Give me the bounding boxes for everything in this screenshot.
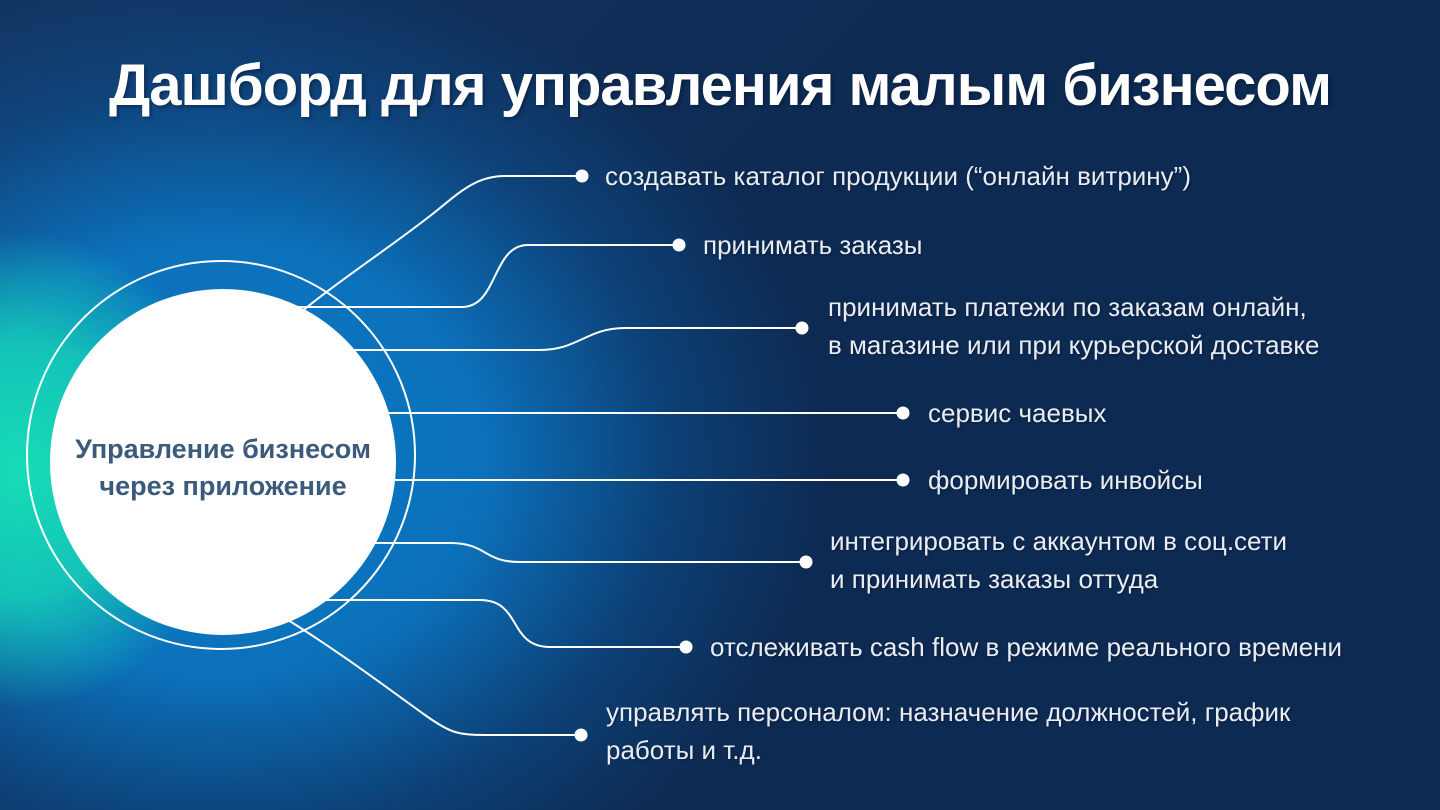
center-label-line1: Управление бизнесом	[75, 434, 371, 464]
page-title: Дашборд для управления малым бизнесом	[108, 53, 1331, 118]
item-create-catalog	[605, 157, 1191, 195]
item-text: формировать инвойсы	[928, 465, 1203, 495]
connector-dot-8	[575, 729, 588, 742]
connector-dot-5	[897, 474, 910, 487]
connector-dot-6	[800, 556, 813, 569]
item-cash-flow	[710, 628, 1342, 666]
connector-dot-4	[897, 407, 910, 420]
connector-dot-7	[680, 641, 693, 654]
item-accept-payments	[828, 288, 1320, 364]
connector-line-7	[300, 600, 686, 647]
connector-line-8	[280, 615, 581, 735]
center-label-line2: через приложение	[99, 471, 347, 501]
item-text: и принимать заказы оттуда	[830, 564, 1159, 594]
item-accept-orders	[703, 226, 923, 264]
item-text: интегрировать с аккаунтом в соц.сети	[830, 526, 1288, 556]
item-invoices	[928, 461, 1203, 499]
item-text: принимать заказы	[703, 230, 923, 260]
item-text: сервис чаевых	[928, 398, 1107, 428]
item-text: в магазине или при курьерской доставке	[828, 330, 1320, 360]
item-text: управлять персоналом: назначение должностей, график	[606, 697, 1291, 727]
item-text: работы и т.д.	[606, 735, 762, 765]
item-text: создавать каталог продукции (“онлайн витрину”)	[605, 161, 1191, 191]
center-label	[53, 431, 393, 505]
item-tips-service	[928, 394, 1106, 432]
item-staff-management	[606, 693, 1290, 769]
connector-dot-2	[673, 239, 686, 252]
connector-line-6	[300, 543, 806, 562]
connector-dot-1	[576, 170, 589, 183]
item-text: принимать платежи по заказам онлайн,	[828, 292, 1307, 322]
connector-dot-3	[796, 322, 809, 335]
item-social-integration	[830, 522, 1287, 598]
item-text: отслеживать cash flow в режиме реального времени	[710, 632, 1343, 662]
